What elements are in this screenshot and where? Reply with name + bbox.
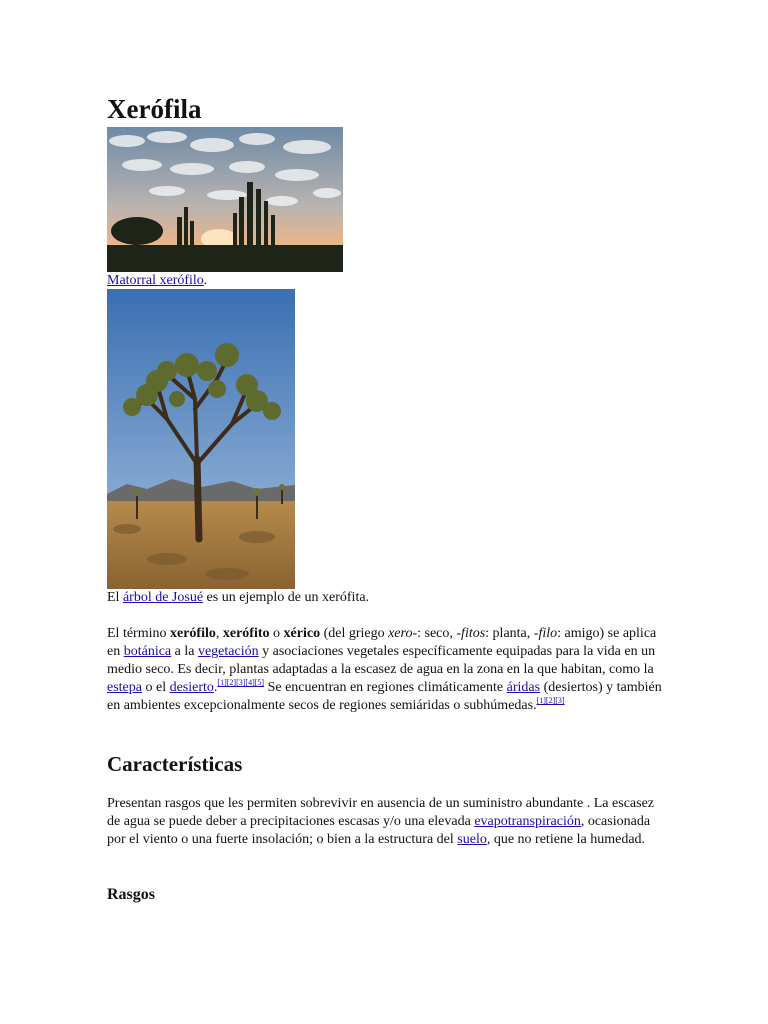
- subsection-heading-rasgos: Rasgos: [107, 886, 156, 903]
- paragraph-text: Presentan rasgos que les permiten sobrevivir en ausencia de un suministro abundante . La escasez de agua se puede deber a precipitaciones escasas y/o una elevada: [107, 796, 654, 829]
- intro-text: : amigo) se aplica en: [107, 626, 657, 659]
- intro-text: : planta,: [485, 626, 534, 641]
- arbol-de-josue-image[interactable]: [107, 289, 295, 589]
- intro-text: y asociaciones vegetales específicamente equipadas para la vida en un medio seco. Es decir, plantas adaptadas a la escasez de agua en la zona en la que habitan, como la: [107, 644, 656, 677]
- estepa-link[interactable]: estepa: [107, 680, 142, 695]
- intro-text: : seco,: [417, 626, 457, 641]
- intro-text: (desiertos) y también en ambientes excepcionalmente secos de regiones semiáridas o subhúmedas.: [107, 680, 662, 713]
- figure1-caption: [107, 272, 207, 290]
- intro-text: Se encuentran en regiones climáticamente: [264, 680, 507, 695]
- botanica-link[interactable]: botánica: [123, 644, 172, 659]
- suelo-link[interactable]: suelo: [457, 832, 487, 847]
- intro-text: o: [269, 626, 284, 641]
- etymology-xero: xero-: [388, 626, 418, 641]
- intro-text: .: [213, 680, 218, 695]
- figure1-caption-end: .: [203, 273, 208, 288]
- reference-link[interactable]: [5]: [254, 678, 265, 687]
- figure2-caption: [107, 589, 369, 607]
- evapotranspiracion-link[interactable]: evapotranspiración: [474, 814, 581, 829]
- etymology-fitos: -fitos: [456, 626, 486, 641]
- intro-text: (del griego: [320, 626, 389, 641]
- arbol-de-josue-link[interactable]: árbol de Josué: [122, 590, 204, 605]
- intro-paragraph: [107, 625, 663, 715]
- intro-text: o el: [141, 680, 170, 695]
- section-heading-caracteristicas: Características: [107, 752, 243, 776]
- matorral-xerofilo-image[interactable]: [107, 127, 343, 272]
- matorral-xerofilo-link[interactable]: Matorral xerófilo: [107, 273, 204, 288]
- intro-text: a la: [171, 644, 198, 659]
- intro-text: El término: [107, 626, 170, 641]
- figure2-caption-start: El: [107, 590, 123, 605]
- aridas-link[interactable]: áridas: [506, 680, 541, 695]
- reference-link[interactable]: [3]: [555, 696, 565, 705]
- reference-link[interactable]: [1]: [536, 696, 546, 705]
- reference-link[interactable]: [3]: [236, 678, 246, 687]
- reference-group: [537, 696, 565, 705]
- etymology-filo: -filo: [533, 626, 558, 641]
- vegetacion-link[interactable]: vegetación: [197, 644, 259, 659]
- paragraph-text: , que no retiene la humedad.: [486, 832, 646, 847]
- figure2-caption-end: es un ejemplo de un xerófita.: [203, 590, 370, 605]
- term-xerico: xérico: [283, 626, 321, 641]
- caracteristicas-paragraph: [107, 795, 663, 849]
- term-xerofilo: xerófilo: [170, 626, 216, 641]
- reference-link[interactable]: [2]: [226, 678, 237, 687]
- intro-text: ,: [215, 626, 223, 641]
- reference-group: [217, 678, 264, 687]
- reference-link[interactable]: [2]: [545, 696, 556, 705]
- paragraph-text: , ocasionada por el viento o una fuerte insolación; o bien a la estructura del: [107, 814, 651, 847]
- page-title: Xerófila: [107, 94, 202, 124]
- term-xerofito: xerófito: [222, 626, 270, 641]
- reference-link[interactable]: [1]: [217, 678, 227, 687]
- desierto-link[interactable]: desierto: [169, 680, 214, 695]
- reference-link[interactable]: [4]: [245, 678, 255, 687]
